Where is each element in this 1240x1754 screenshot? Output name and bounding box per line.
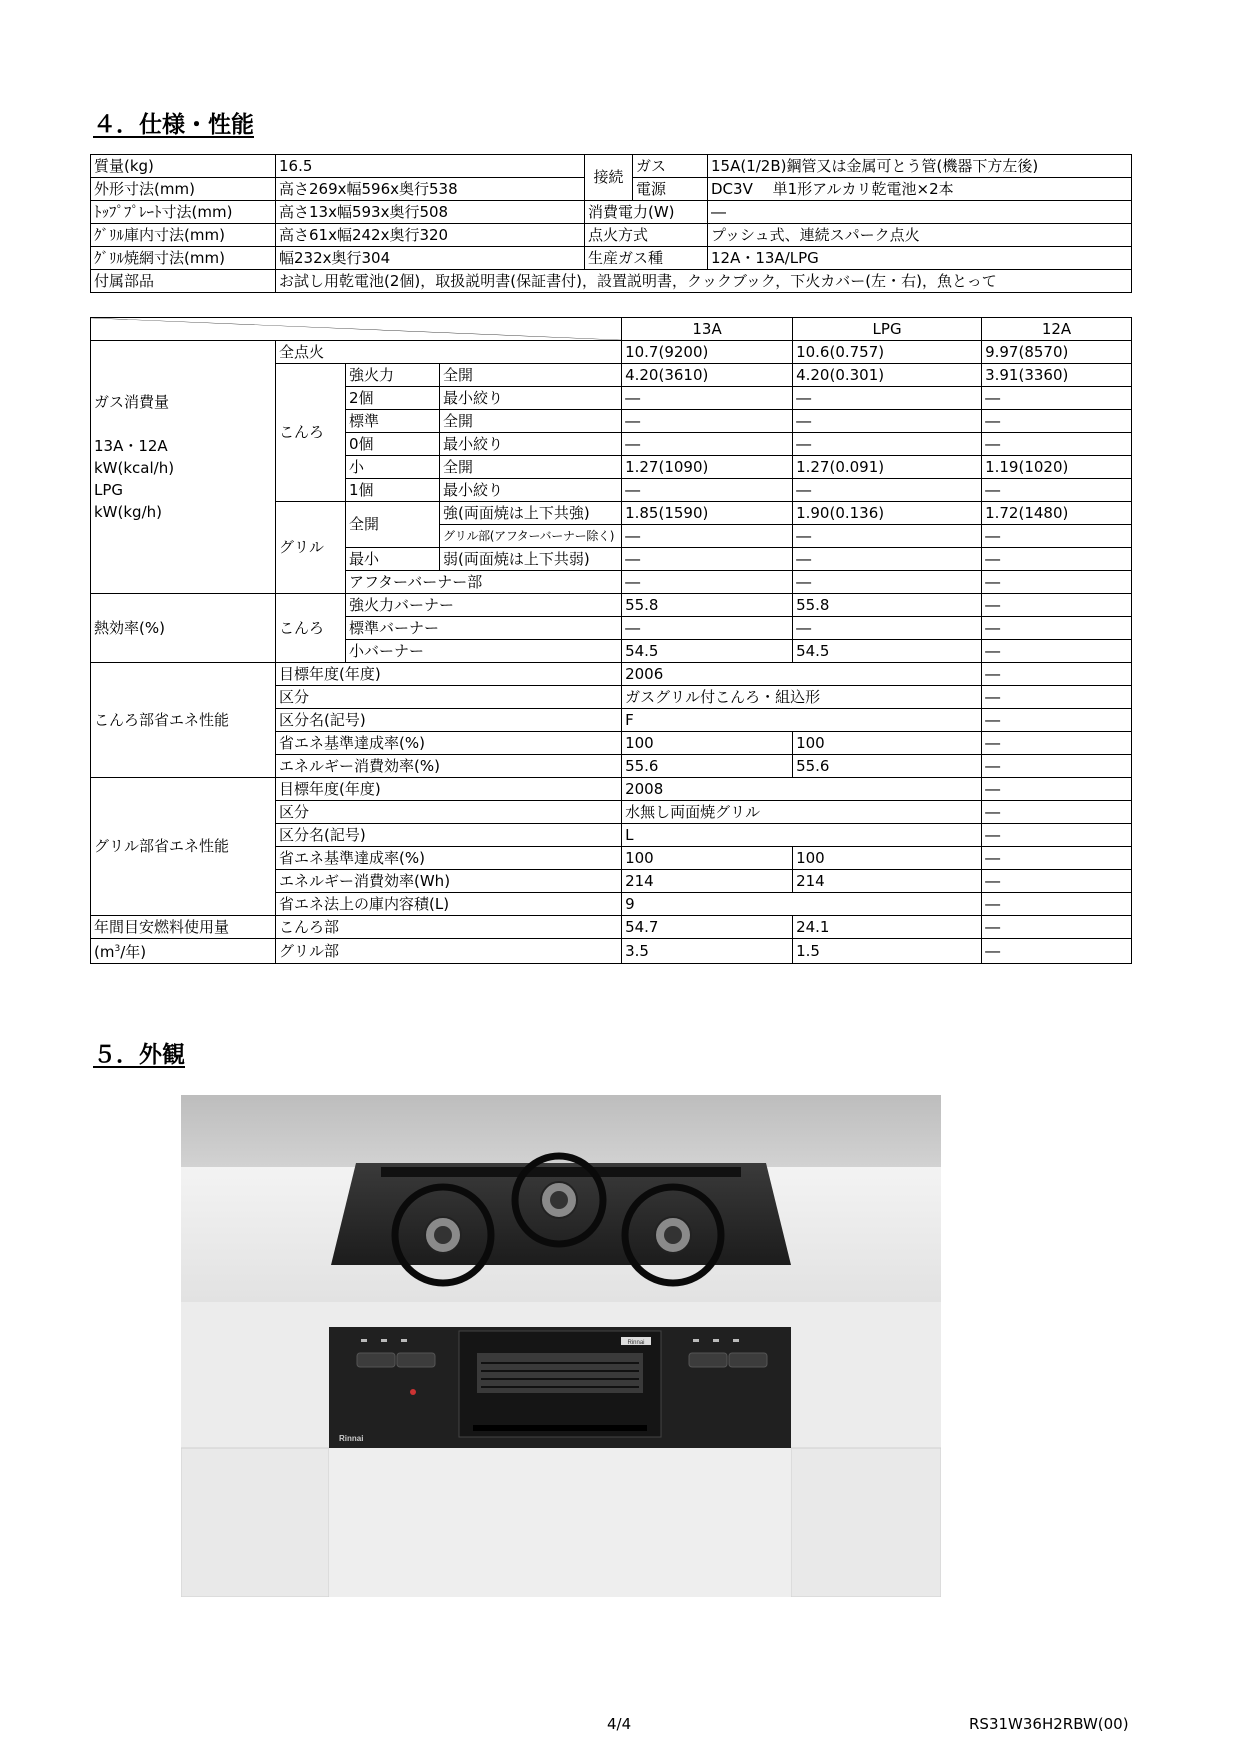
cell: ― xyxy=(982,594,1132,617)
cell: 1.27(0.091) xyxy=(793,456,982,479)
grill-min-label: 最小 xyxy=(346,548,440,571)
dims-label: 外形寸法(mm) xyxy=(91,178,276,201)
eco-row-label: 区分名(記号) xyxy=(276,709,622,732)
ignition-value: プッシュ式、連続スパーク点火 xyxy=(708,224,1132,247)
cell: 2006 xyxy=(622,663,982,686)
count-label: 2個 xyxy=(346,387,440,410)
cell: 9 xyxy=(622,893,982,916)
cell: 3.5 xyxy=(622,939,793,964)
cell: ― xyxy=(793,433,982,456)
cell: 54.7 xyxy=(622,916,793,939)
eco-row-label: エネルギー消費効率(Wh) xyxy=(276,870,622,893)
cell: 55.8 xyxy=(793,594,982,617)
cell: 4.20(0.301) xyxy=(793,364,982,387)
cell: ― xyxy=(982,686,1132,709)
cell: 9.97(8570) xyxy=(982,341,1132,364)
cell: 100 xyxy=(622,732,793,755)
header-13a: 13A xyxy=(622,318,793,341)
top-plate-label: ﾄｯﾌﾟﾌﾟﾚｰﾄ寸法(mm) xyxy=(91,201,276,224)
eco-row-label: 省エネ法上の庫内容積(L) xyxy=(276,893,622,916)
cell: ― xyxy=(793,387,982,410)
cell: 55.8 xyxy=(622,594,793,617)
annual-unit-sup: 3 xyxy=(114,944,121,954)
eco-row-label: 目標年度(年度) xyxy=(276,663,622,686)
cell: ― xyxy=(982,916,1132,939)
dims-value: 高さ269x幅596x奥行538 xyxy=(276,178,585,201)
konro-eco-label: こんろ部省エネ性能 xyxy=(91,663,276,778)
cell: 24.1 xyxy=(793,916,982,939)
eco-row-label: 区分 xyxy=(276,686,622,709)
cell: ― xyxy=(982,548,1132,571)
cell: ― xyxy=(982,410,1132,433)
grill-net-label: ｸﾞﾘﾙ焼網寸法(mm) xyxy=(91,247,276,270)
cell: ― xyxy=(622,617,793,640)
spec-table xyxy=(90,154,1132,293)
eco-row-label: 省エネ基準達成率(%) xyxy=(276,732,622,755)
diagonal-header-cell xyxy=(91,318,622,341)
cell: 1.85(1590) xyxy=(622,502,793,525)
annual-unit-a: (m xyxy=(94,943,115,961)
weight-label: 質量(kg) xyxy=(91,155,276,178)
thermal-row-label: 強火力バーナー xyxy=(346,594,622,617)
gas-consumption-title: ガス消費量 xyxy=(94,393,170,411)
header-lpg: LPG xyxy=(793,318,982,341)
grill-net-value: 幅232x奥行304 xyxy=(276,247,585,270)
eco-row-label: 目標年度(年度) xyxy=(276,778,622,801)
cell: 1.90(0.136) xyxy=(793,502,982,525)
gas-conn-value: 15A(1/2B)鋼管又は金属可とう管(機器下方左後) xyxy=(708,155,1132,178)
cell: ― xyxy=(982,732,1132,755)
cell: ― xyxy=(982,778,1132,801)
accessories-label: 付属部品 xyxy=(91,270,276,293)
cell: ― xyxy=(622,433,793,456)
cell: ― xyxy=(793,525,982,548)
grill-inner-value: 高さ61x幅242x奥行320 xyxy=(276,224,585,247)
cell: 水無し両面焼グリル xyxy=(622,801,982,824)
connection-label: 接続 xyxy=(585,155,633,201)
diagonal-line xyxy=(91,318,621,340)
cabinet-door-right xyxy=(791,1448,941,1597)
cell: ― xyxy=(622,387,793,410)
eco-row-label: 区分名(記号) xyxy=(276,824,622,847)
header-12a: 12A xyxy=(982,318,1132,341)
document-code: RS31W36H2RBW(00) xyxy=(969,1715,1129,1733)
grill-weak-label: 弱(両面焼は上下共弱) xyxy=(440,548,622,571)
cell: ― xyxy=(982,893,1132,916)
eco-row-label: 省エネ基準達成率(%) xyxy=(276,847,622,870)
cell: 214 xyxy=(793,870,982,893)
cabinet-door-left xyxy=(181,1448,329,1597)
gas-type-value: 12A・13A/LPG xyxy=(708,247,1132,270)
power-label: 電源 xyxy=(633,178,708,201)
unit-line: kW(kcal/h) xyxy=(94,459,175,477)
cell: 1.5 xyxy=(793,939,982,964)
indicator-lamp xyxy=(410,1389,416,1395)
cell: ― xyxy=(982,847,1132,870)
product-photo xyxy=(181,1095,941,1597)
cell: ― xyxy=(982,663,1132,686)
grill-excl-label: グリル部(アフターバーナー除く) xyxy=(440,525,622,548)
cell: ― xyxy=(793,410,982,433)
cooktop-illustration xyxy=(181,1095,941,1597)
cell: F xyxy=(622,709,982,732)
full-label: 全開 xyxy=(440,364,622,387)
grill-handle xyxy=(473,1425,647,1431)
cell: ― xyxy=(793,479,982,502)
full-label: 全開 xyxy=(440,410,622,433)
cell: 1.72(1480) xyxy=(982,502,1132,525)
gas-conn-label: ガス xyxy=(633,155,708,178)
cell: ― xyxy=(982,755,1132,778)
cell: ― xyxy=(982,824,1132,847)
cell: ― xyxy=(982,939,1132,964)
cell: ― xyxy=(982,525,1132,548)
cell: 55.6 xyxy=(622,755,793,778)
annual-row-label: グリル部 xyxy=(276,939,622,964)
power-value: DC3V 単1形アルカリ乾電池×2本 xyxy=(708,178,1132,201)
cell: ― xyxy=(982,640,1132,663)
cell: ― xyxy=(622,548,793,571)
cell: ― xyxy=(982,479,1132,502)
grill-inner-label: ｸﾞﾘﾙ庫内寸法(mm) xyxy=(91,224,276,247)
thermal-label: 熱効率(%) xyxy=(91,594,276,663)
eco-row-label: エネルギー消費効率(%) xyxy=(276,755,622,778)
cell: ― xyxy=(982,433,1132,456)
full-label: 全開 xyxy=(440,456,622,479)
unit-line: LPG xyxy=(94,481,124,499)
cell: ― xyxy=(982,801,1132,824)
cell: ― xyxy=(982,571,1132,594)
afterburner-label: アフターバーナー部 xyxy=(346,571,622,594)
exhaust-vent xyxy=(381,1167,741,1177)
thermal-row-label: 標準バーナー xyxy=(346,617,622,640)
cell: 1.27(1090) xyxy=(622,456,793,479)
annual-label-line1: 年間目安燃料使用量 xyxy=(91,916,276,939)
cell: 55.6 xyxy=(793,755,982,778)
cell: 54.5 xyxy=(622,640,793,663)
konro-label: こんろ xyxy=(276,364,346,502)
cell: ガスグリル付こんろ・組込形 xyxy=(622,686,982,709)
consumption-label: 消費電力(W) xyxy=(585,201,708,224)
count-label: 0個 xyxy=(346,433,440,456)
section-4-title: ４．仕様・性能 xyxy=(93,112,254,138)
thermal-row-label: 小バーナー xyxy=(346,640,622,663)
gas-type-label: 生産ガス種 xyxy=(585,247,708,270)
cell: L xyxy=(622,824,982,847)
cell: ― xyxy=(622,525,793,548)
brand-logo: Rinnai xyxy=(339,1434,364,1443)
grill-badge-text: Rinnai xyxy=(627,1340,645,1346)
thermal-konro-label: こんろ xyxy=(276,594,346,663)
cell: 3.91(3360) xyxy=(982,364,1132,387)
count-label: 1個 xyxy=(346,479,440,502)
all-on-label: 全点火 xyxy=(276,341,622,364)
annual-row-label: こんろ部 xyxy=(276,916,622,939)
cell: 100 xyxy=(622,847,793,870)
min-label: 最小絞り xyxy=(440,479,622,502)
cell: ― xyxy=(793,571,982,594)
consumption-value: ― xyxy=(708,201,1132,224)
cell: ― xyxy=(622,410,793,433)
cell: 214 xyxy=(622,870,793,893)
strong-label: 強火力 xyxy=(346,364,440,387)
annual-label-line2 xyxy=(91,939,276,964)
min-label: 最小絞り xyxy=(440,387,622,410)
cell: 10.6(0.757) xyxy=(793,341,982,364)
weight-value: 16.5 xyxy=(276,155,585,178)
annual-unit-b: /年) xyxy=(120,943,147,961)
page-number: 4/4 xyxy=(607,1715,632,1733)
unit-line: 13A・12A xyxy=(94,437,168,455)
cell: ― xyxy=(793,617,982,640)
cell: ― xyxy=(982,617,1132,640)
grill-eco-label: グリル部省エネ性能 xyxy=(91,778,276,916)
min-label: 最小絞り xyxy=(440,433,622,456)
cell: ― xyxy=(622,571,793,594)
standard-label: 標準 xyxy=(346,410,440,433)
cell: 100 xyxy=(793,847,982,870)
small-label: 小 xyxy=(346,456,440,479)
cell: 54.5 xyxy=(793,640,982,663)
ignition-label: 点火方式 xyxy=(585,224,708,247)
cell: ― xyxy=(622,479,793,502)
cell: ― xyxy=(793,548,982,571)
unit-line: kW(kg/h) xyxy=(94,503,162,521)
gas-consumption-label xyxy=(91,341,276,594)
cell: 10.7(9200) xyxy=(622,341,793,364)
grill-full-label: 全開 xyxy=(346,502,440,548)
drawer xyxy=(329,1448,791,1597)
grill-label: グリル xyxy=(276,502,346,594)
cell: 2008 xyxy=(622,778,982,801)
cell: 4.20(3610) xyxy=(622,364,793,387)
cell: ― xyxy=(982,870,1132,893)
grill-strong-label: 強(両面焼は上下共強) xyxy=(440,502,622,525)
cell: ― xyxy=(982,709,1132,732)
performance-table xyxy=(90,317,1132,964)
cell: 1.19(1020) xyxy=(982,456,1132,479)
cell: ― xyxy=(982,387,1132,410)
section-5-title: ５．外観 xyxy=(93,1042,185,1068)
top-plate-value: 高さ13x幅593x奥行508 xyxy=(276,201,585,224)
cell: 100 xyxy=(793,732,982,755)
eco-row-label: 区分 xyxy=(276,801,622,824)
accessories-value: お試し用乾電池(2個)，取扱説明書(保証書付)，設置説明書，クックブック，下火カバー(左・右)，魚とって xyxy=(276,270,1132,293)
